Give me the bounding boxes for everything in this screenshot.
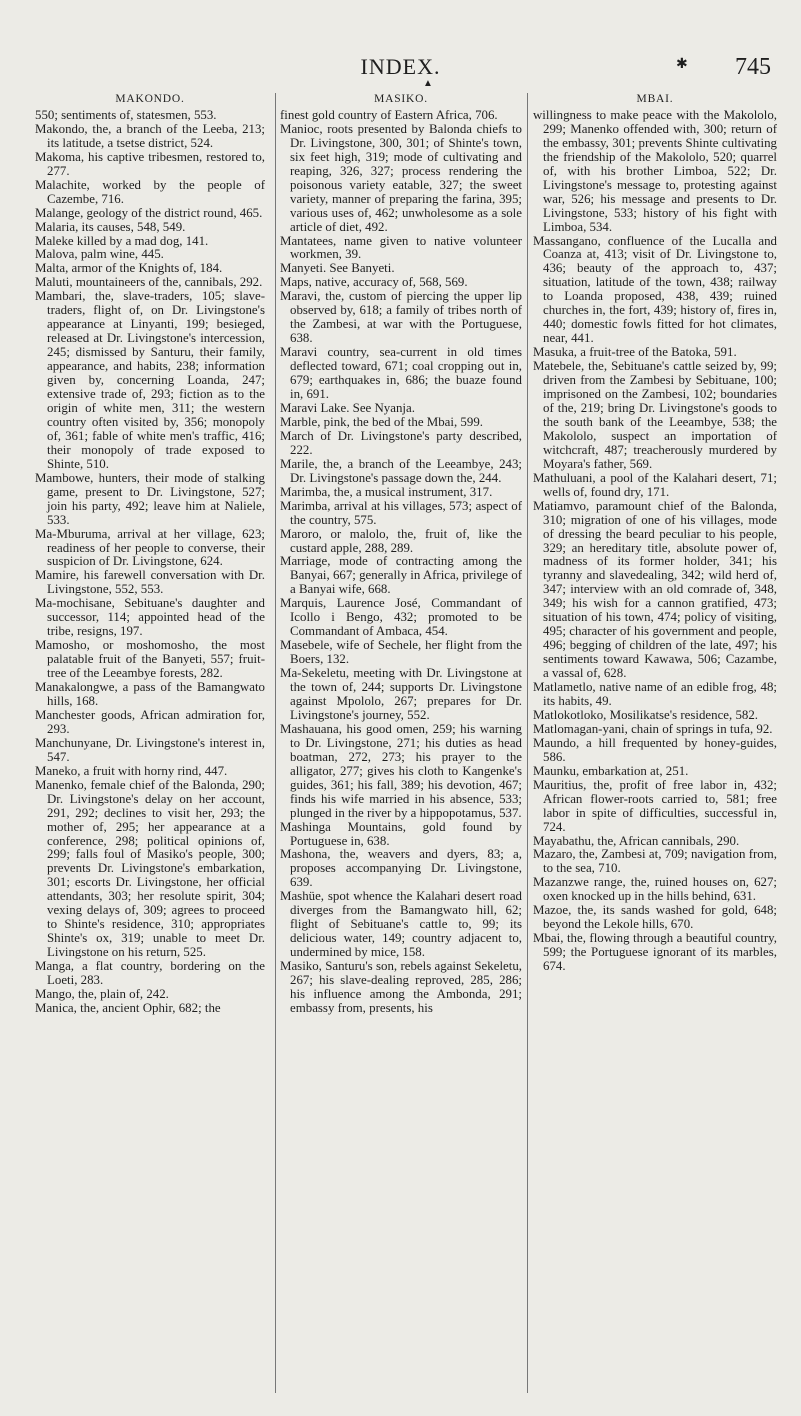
index-entry: Marble, pink, the bed of the Mbai, 599. bbox=[280, 414, 483, 429]
index-entry: Mayabathu, the, African cannibals, 290. bbox=[533, 833, 740, 848]
index-entry: Mantatees, name given to native volunteer workmen, 39. bbox=[280, 233, 522, 262]
index-entry: Manakalongwe, a pass of the Bamangwato hills, 168. bbox=[35, 680, 265, 708]
index-entry: Manchunyane, Dr. Livingstone's interest in, 547. bbox=[35, 735, 265, 764]
index-entry: Mashauana, his good omen, 259; his warning to Dr. Livingstone, 271; his duties as head boatman, 272, 273; his prayer to the alligator, 277; gives his cloth to Kangenke's guides, 361; his fall, 389; his devotion, 467; finds his wife married in his absence, 533; plunged in the river by a hippopotamus, 537. bbox=[280, 721, 522, 820]
index-entry: Marriage, mode of contracting among the Banyai, 667; generally in Africa, privilege of a Banyai wife, 668. bbox=[280, 554, 522, 597]
index-entry: March of Dr. Livingstone's party described, 222. bbox=[280, 428, 522, 457]
index-entry: Maneko, a fruit with horny rind, 447. bbox=[35, 763, 228, 778]
column-heading: MASIKO. bbox=[374, 93, 428, 105]
index-entry: Marimba, the, a musical instrument, 317. bbox=[280, 484, 493, 499]
ornament-mark: ▲ bbox=[423, 78, 433, 89]
column-heading: MAKONDO. bbox=[115, 93, 185, 105]
index-entry: Matiamvo, paramount chief of the Balonda, 310; migration of one of his villages, mode of dressing the beard peculiar to his people, 329; an hereditary title, absolute power of, madness of its former holder, 341; his tyranny and slavedealing, 342; wild herd of, 347; interview with an old comrade of, 348, 349; his wish for a cannon gratified, 473; situation of his town, 474; policy of visiting, 495; character of his government and people, 496; begging of children of the late, 497; his sentiments toward Kawawa, 506; Cazambe, a vassal of, 628. bbox=[533, 498, 777, 681]
index-entry: Mambowe, hunters, their mode of stalking game, present to Dr. Livingstone, 527; join his party, 492; leave him at Naliele, 533. bbox=[35, 470, 265, 527]
index-entry: Ma-mochisane, Sebituane's daughter and successor, 114; appointed head of the tribe, resigns, 197. bbox=[35, 596, 265, 639]
index-entry: Masiko, Santuru's son, rebels against Sekeletu, 267; his slave-dealing reproved, 285, 286; his influence among the Ambonda, 291; embassy from, presents, his bbox=[280, 959, 522, 1015]
index-entry: Masebele, wife of Sechele, her flight from the Boers, 132. bbox=[280, 638, 522, 667]
index-column-2 bbox=[275, 93, 522, 1393]
index-entry: Maravi Lake. See Nyanja. bbox=[280, 400, 415, 415]
index-entry: willingness to make peace with the Makololo, 299; Manenko offended with, 300; return of the embassy, 301; prevents Shinte cultivating the friendship of the Makololo, 520; quarrel of, with his brother Limboa, 522; Dr. Livingstone's message to, protesting against war, 526; his message and presents to Dr. Livingstone, 533; history of his fight with Limboa, 534. bbox=[533, 107, 777, 234]
index-entry: Matlokotloko, Mosilikatse's residence, 582. bbox=[533, 707, 759, 722]
index-entry: Mashona, the, weavers and dyers, 83; a, proposes accompanying Dr. Livingstone, 639. bbox=[280, 847, 522, 890]
index-entry: Maleke killed by a mad dog, 141. bbox=[35, 233, 209, 248]
index-entry: Manica, the, ancient Ophir, 682; the bbox=[35, 1000, 221, 1015]
index-entry: Maravi, the, custom of piercing the upper lip observed by, 618; a family of tribes north of the Zambesi, at war with the Portuguese, 638. bbox=[280, 289, 522, 346]
index-entry: Marimba, arrival at his villages, 573; aspect of the country, 575. bbox=[280, 498, 522, 527]
index-entry: Manyeti. See Banyeti. bbox=[280, 261, 395, 276]
index-entry: Marquis, Laurence José, Commandant of Icollo i Bengo, 432; promoted to be Commandant of Ambaca, 454. bbox=[280, 596, 522, 639]
index-entry: Ma-Sekeletu, meeting with Dr. Livingstone at the town of, 244; supports Dr. Livingstone against Mpololo, 267; prepares for Dr. Livingstone's journey, 552. bbox=[280, 666, 522, 722]
index-entry: Manga, a flat country, bordering on the Loeti, 283. bbox=[35, 959, 265, 988]
printer-mark: ✱ bbox=[676, 57, 688, 72]
index-entry: Manioc, roots presented by Balonda chiefs to Dr. Livingstone, 300, 301; of Shinte's town, six feet high, 319; mode of cultivating and reaping, 326, 327; process rendering the poisonous variety eatable, 327; the sweet variety, manner of preparing the farina, 395; various uses of, 462; unwholesome as a sole article of diet, 492. bbox=[280, 121, 522, 234]
index-entry: Mazoe, the, its sands washed for gold, 648; beyond the Lekole hills, 670. bbox=[533, 903, 777, 932]
index-entry: Ma-Mburuma, arrival at her village, 623; readiness of her people to converse, their suspicion of Dr. Livingstone, 624. bbox=[35, 526, 265, 569]
index-entry: Maravi country, sea-current in old times deflected toward, 671; coal cropping out in, 679; earthquakes in, 686; the buaze found in, 691. bbox=[280, 345, 522, 402]
index-entry: 550; sentiments of, statesmen, 553. bbox=[35, 107, 217, 122]
index-entry: Mashinga Mountains, gold found by Portuguese in, 638. bbox=[280, 819, 522, 848]
index-entry: Matlametlo, native name of an edible frog, 48; its habits, 49. bbox=[533, 680, 777, 708]
index-entry: Marile, the, a branch of the Leeambye, 243; Dr. Livingstone's passage down the, 244. bbox=[280, 456, 522, 485]
index-entry: Mamire, his farewell conversation with Dr. Livingstone, 552, 553. bbox=[35, 568, 265, 597]
index-entry: Malange, geology of the district round, 465. bbox=[35, 205, 263, 220]
index-entry: Makoma, his captive tribesmen, restored to, 277. bbox=[35, 149, 265, 178]
index-column-1 bbox=[35, 93, 265, 1393]
index-entry: Makondo, the, a branch of the Leeba, 213; its latitude, a tsetse district, 524. bbox=[35, 121, 265, 150]
page-header bbox=[0, 48, 801, 88]
index-entry: Malova, palm wine, 445. bbox=[35, 247, 164, 262]
index-entry: Manenko, female chief of the Balonda, 290; Dr. Livingstone's delay on her account, 291, 292; declines to visit her, 293; the mother of, 295; her appearance at a conference, 298; political opinions of, 299; falls foul of Masiko's people, 300; prevents Dr. Livingstone's embarkation, 301; escorts Dr. Livingstone, her official attendants, 303; her resolute spirit, 304; vexing delays of, 309; agrees to proceed to Shinte's residence, 310; appropriates Shinte's ox, 319; unable to meet Dr. Livingstone on his return, 525. bbox=[35, 777, 265, 960]
index-entry: Matlomagan-yani, chain of springs in tufa, 92. bbox=[533, 721, 773, 736]
index-entry: Mambari, the, slave-traders, 105; slave-traders, flight of, on Dr. Livingstone's appearance at Linyanti, 199; besieged, released at Dr. Livingstone's intercession, 245; dismissed by Santuru, their family, appearance, and habits, 238; information given by, concerning Loanda, 247; extensive trade of, 293; fiction as to the origin of white men, 311; the western country often visited by, 356; monopoly of, 361; fable of white men's traffic, 416; their monopoly of trade exposed to Shinte, 510. bbox=[35, 289, 265, 471]
running-title: INDEX. bbox=[360, 54, 441, 79]
index-entry: Mazaro, the, Zambesi at, 709; navigation from, to the sea, 710. bbox=[533, 847, 777, 876]
index-entry: Mashüe, spot whence the Kalahari desert road diverges from the Bamangwato hill, 62; flight of Sebituane's cattle to, 99; its delicious water, 149; country adjacent to, undermined by mice, 158. bbox=[280, 889, 522, 960]
index-entry: finest gold country of Eastern Africa, 706. bbox=[280, 107, 498, 122]
index-entry: Mango, the, plain of, 242. bbox=[35, 987, 169, 1001]
index-entry: Mbai, the, flowing through a beautiful country, 599; the Portuguese ignorant of its marbles, 674. bbox=[533, 931, 777, 974]
column-heading: MBAI. bbox=[636, 93, 674, 105]
index-column-3 bbox=[527, 93, 777, 1393]
index-entry: Malta, armor of the Knights of, 184. bbox=[35, 261, 223, 276]
index-entry: Massangano, confluence of the Lucalla and Coanza at, 413; visit of Dr. Livingstone to, 436; beauty of the approach to, 437; situation, latitude of the town, 438; railway to Loanda proposed, 438, 439; ruined churches in, the fort, 439; history of, fires in, 440; domestic fowls fitted for hot climates, near, 441. bbox=[533, 233, 777, 346]
page-number: 745 bbox=[735, 54, 771, 80]
index-entry: Maluti, mountaineers of the, cannibals, 292. bbox=[35, 275, 263, 290]
index-entry: Malaria, its causes, 548, 549. bbox=[35, 219, 186, 234]
index-entry: Maundo, a hill frequented by honey-guides, 586. bbox=[533, 735, 777, 764]
index-entry: Maunku, embarkation at, 251. bbox=[533, 763, 689, 778]
index-entry: Mamosho, or moshomosho, the most palatable fruit of the Banyeti, 557; fruit-tree of the Leeambye forests, 282. bbox=[35, 638, 265, 681]
index-entry: Masuka, a fruit-tree of the Batoka, 591. bbox=[533, 345, 737, 360]
index-entry: Mathuluani, a pool of the Kalahari desert, 71; wells of, found dry, 171. bbox=[533, 470, 777, 499]
index-entry: Malachite, worked by the people of Cazembe, 716. bbox=[35, 177, 265, 206]
index-entry: Maps, native, accuracy of, 568, 569. bbox=[280, 275, 468, 290]
index-entry: Mazanzwe range, the, ruined houses on, 627; oxen knocked up in the hills behind, 631. bbox=[533, 875, 777, 904]
index-entry: Manchester goods, African admiration for, 293. bbox=[35, 707, 265, 736]
index-entry: Maroro, or malolo, the, fruit of, like the custard apple, 288, 289. bbox=[280, 526, 522, 555]
index-entry: Mauritius, the, profit of free labor in, 432; African flower-roots carried to, 581; free labor in spite of difficulties, successful in, 724. bbox=[533, 777, 777, 834]
index-entry: Matebele, the, Sebituane's cattle seized by, 99; driven from the Zambesi by Sebituane, 100; imprisoned on the Zambesi, 102; boundaries of the, 219; bring Dr. Livingstone's goods to the south bank of the Leeambye, 538; the Makololo, suspect an importation of witchcraft, 487; treacherously murdered by Moyara's father, 569. bbox=[533, 359, 777, 471]
